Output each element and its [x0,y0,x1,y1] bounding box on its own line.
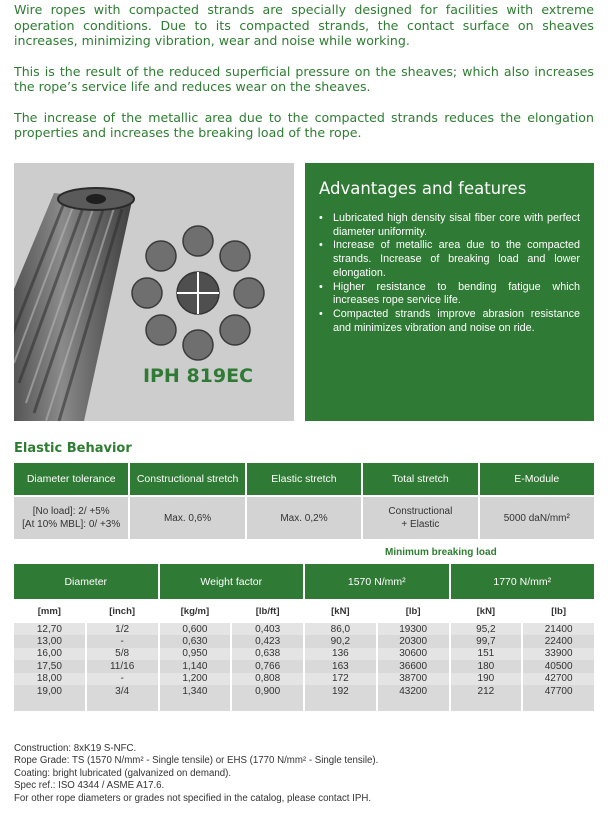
table-cell: 13,00 [14,635,85,647]
table-header: E-Module [480,463,594,497]
table-cell: 43200 [378,685,449,697]
table-cell: 1,140 [160,660,231,672]
total-stretch-line2: + Elastic [401,519,440,530]
table-cell: Max. 0,6% [130,497,244,539]
footer-line: For other rope diameters or grades not specified in the catalog, please contact IPH. [14,792,372,804]
list-item: • Compacted strands improve abrasion resistance and minimizes vibration and noise on ride. [319,308,580,335]
table-cell: 0,423 [232,635,303,647]
table-cell: 20300 [378,635,449,647]
unit-header: [lb] [378,599,449,623]
table-cell: 180 [451,660,522,672]
table-cell [14,497,128,539]
table-cell: 12,70 [14,623,85,635]
table-cell: 19300 [378,623,449,635]
table-cell: 0,600 [160,623,231,635]
table-cell: Max. 0,2% [247,497,361,539]
intro-text [14,2,594,156]
table-cell: 40500 [523,660,594,672]
table-header: Diameter tolerance [14,463,128,497]
table-cell: 172 [305,673,376,685]
list-item: • Lubricated high density sisal fiber core with perfect diameter uniformity. [319,212,580,239]
unit-header: [kN] [305,599,376,623]
unit-header: [lb] [523,599,594,623]
table-cell: 22400 [523,635,594,647]
table-cell [14,697,85,711]
table-row [14,648,594,660]
product-name: IPH 819EC [142,365,254,387]
table-cell: 17,50 [14,660,85,672]
table-cell: 11/16 [87,660,158,672]
product-image [14,163,294,421]
table-row [14,623,594,635]
table-cell [451,697,522,711]
unit-header: [mm] [14,599,85,623]
footer-line: Construction: 8xK19 S-NFC. [14,743,137,754]
table-cell: 36600 [378,660,449,672]
list-item: • Higher resistance to bending fatigue which increases rope service life. [319,281,580,308]
table-cell: 5/8 [87,648,158,660]
table-cell: 42700 [523,673,594,685]
table-cell: 212 [451,685,522,697]
list-item: • Increase of metallic area due to the compacted strands. Increase of breaking load and lower elongation. [319,239,580,280]
intro-paragraph: The increase of the metallic area due to the compacted strands reduces the elongation properties and increases the breaking load of the rope. [14,109,594,140]
table-cell: 0,403 [232,623,303,635]
intro-paragraph: This is the result of the reduced superficial pressure on the sheaves; which also increases the rope’s service life and reduces wear on the sheaves. [14,63,594,94]
table-cell: 90,2 [305,635,376,647]
table-cell: 16,00 [14,648,85,660]
mbl-label: Minimum breaking load [385,547,497,558]
table-cell: 190 [451,673,522,685]
specs-table [12,564,596,711]
weight-header: Weight factor [160,564,304,599]
table-cell [523,697,594,711]
table-cell: 151 [451,648,522,660]
table-cell: 19,00 [14,685,85,697]
advantages-list [319,212,580,335]
table-cell: 163 [305,660,376,672]
cross-section-icon [132,226,264,360]
table-cell: 136 [305,648,376,660]
table-cell: 0,766 [232,660,303,672]
table-cell: 0,900 [232,685,303,697]
wire-rope-illustration [14,163,294,421]
diameter-tolerance-no-load: [No load]: 2/ +5% [32,506,110,517]
table-cell: 33900 [523,648,594,660]
table-cell: 47700 [523,685,594,697]
table-cell: 0,638 [232,648,303,660]
table-cell: 95,2 [451,623,522,635]
table-row [14,685,594,697]
table-row [14,673,594,685]
elastic-behavior-table [12,463,596,539]
unit-header: [inch] [87,599,158,623]
grade1-header: 1570 N/mm² [305,564,449,599]
table-cell: - [87,635,158,647]
table-cell: 30600 [378,648,449,660]
table-row [14,697,594,711]
table-cell: 21400 [523,623,594,635]
total-stretch-line1: Constructional [388,506,453,517]
footer-line: Spec ref.: ISO 4344 / ASME A17.6. [14,780,165,792]
table-cell: 3/4 [87,685,158,697]
table-row [14,635,594,647]
advantages-panel [305,163,594,421]
table-cell: 5000 daN/mm² [480,497,594,539]
footer-line: Coating: bright lubricated (galvanized on demand). [14,767,232,779]
advantages-title: Advantages and features [319,179,527,198]
table-cell [232,697,303,711]
table-row [14,660,594,672]
table-header: Elastic stretch [247,463,361,497]
elastic-behavior-title: Elastic Behavior [14,441,132,456]
table-cell: 18,00 [14,673,85,685]
unit-header: [kg/m] [160,599,231,623]
table-cell: 1,200 [160,673,231,685]
unit-header: [lb/ft] [232,599,303,623]
table-header: Total stretch [363,463,477,497]
grade2-header: 1770 N/mm² [451,564,595,599]
table-cell [160,697,231,711]
table-cell: 38700 [378,673,449,685]
table-cell [87,697,158,711]
table-cell: 192 [305,685,376,697]
footer-line: Rope Grade: TS (1570 N/mm² - Single tensile) or EHS (1770 N/mm² - Single tensile). [14,755,379,767]
table-cell: 0,808 [232,673,303,685]
table-cell: - [87,673,158,685]
table-cell [378,697,449,711]
table-header: Constructional stretch [130,463,244,497]
diameter-header: Diameter [14,564,158,599]
table-cell: 0,950 [160,648,231,660]
table-cell: 99,7 [451,635,522,647]
footer-notes [14,743,378,805]
unit-header: [kN] [451,599,522,623]
table-cell: 1,340 [160,685,231,697]
diameter-tolerance-mbl: [At 10% MBL]: 0/ +3% [22,519,121,530]
table-cell [305,697,376,711]
table-cell: 86,0 [305,623,376,635]
table-cell: 0,630 [160,635,231,647]
table-cell [363,497,477,539]
table-cell: 1/2 [87,623,158,635]
intro-paragraph: Wire ropes with compacted strands are specially designed for facilities with extreme operation conditions. Due to its compacted strands, the contact surface on sheaves increases, minimizing vibration, wear and noise while working. [14,2,594,48]
